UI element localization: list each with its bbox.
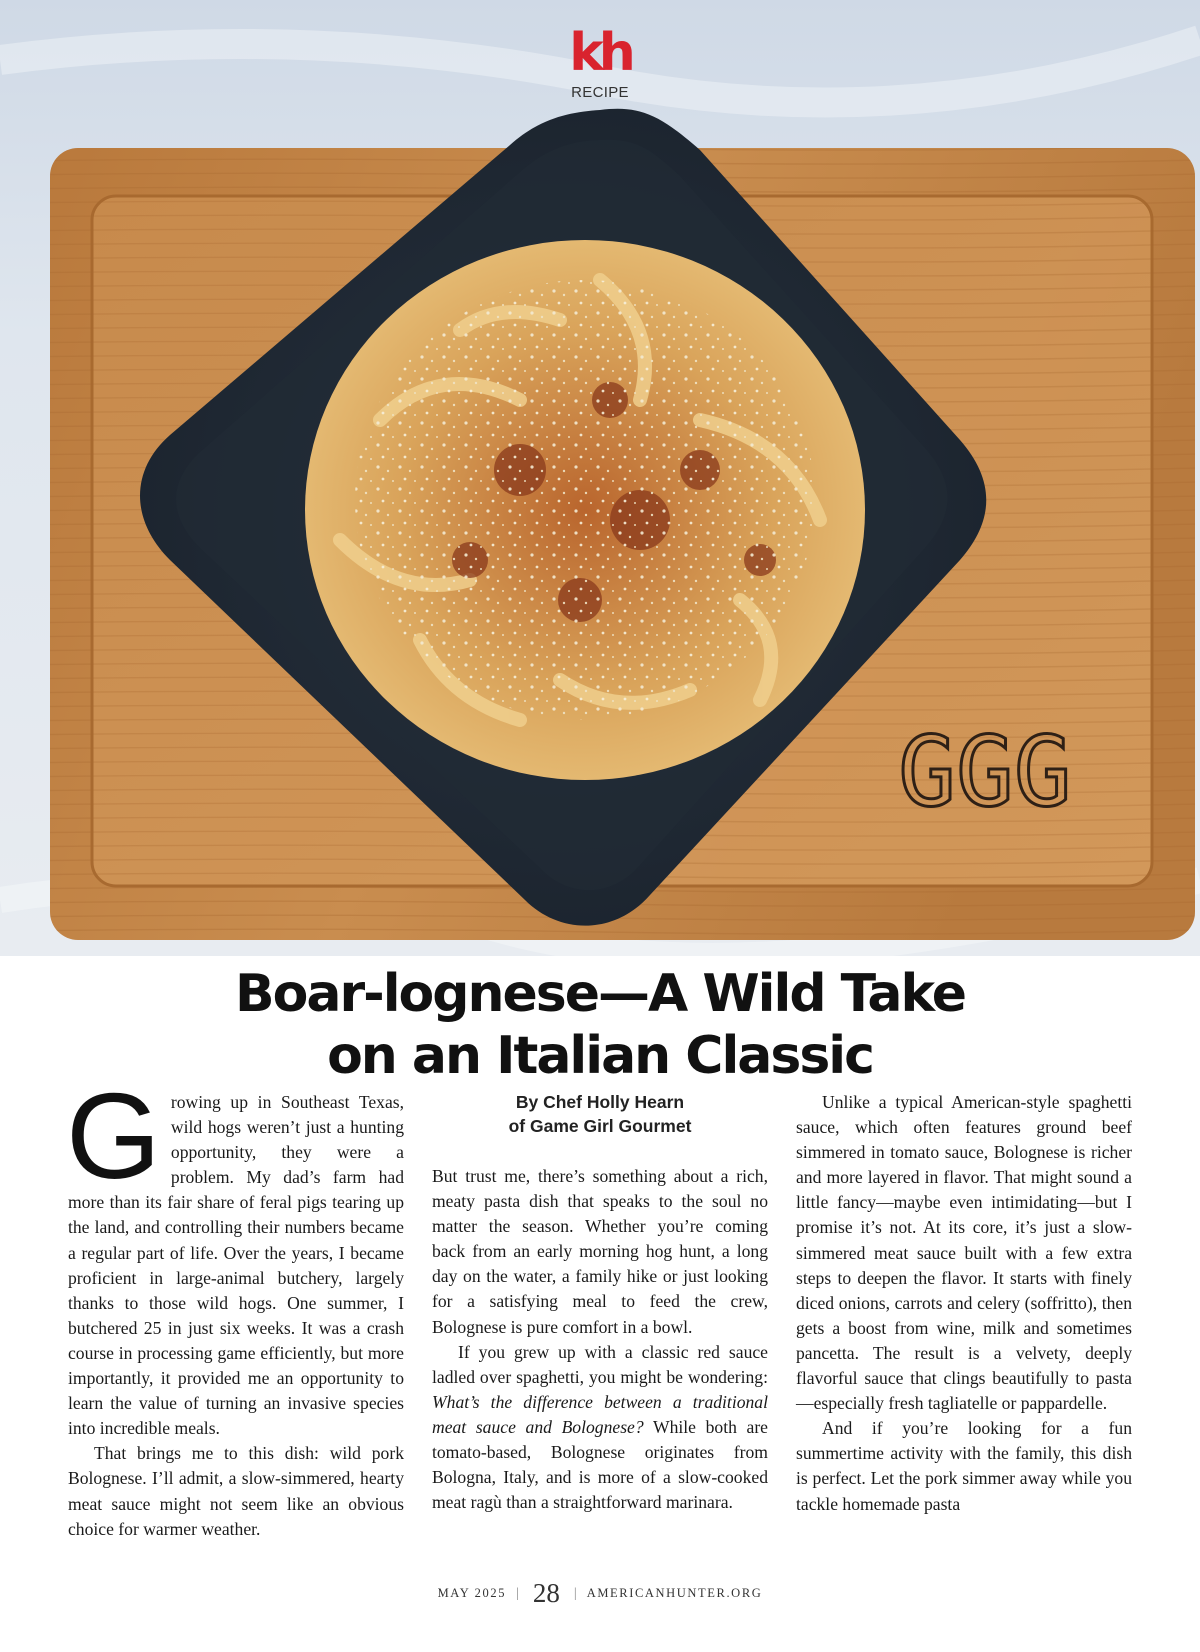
page-number: 28: [532, 1578, 560, 1608]
paragraph-text: If you grew up with a classic red sauce ladled over spaghetti, you might be wondering:: [432, 1341, 768, 1387]
paragraph: [66, 1068, 404, 1441]
brand-header: [0, 23, 1200, 101]
paragraph: But trust me, there’s something about a rich, meaty pasta dish that speaks to the soul no matter the season. Whether you’re coming back from an early morning hog hunt, a long day on the water, a family hike or just looking for a satisfying meal to feed the crew, Bolognese is pure comfort in a bowl.: [432, 1166, 768, 1337]
paragraph: And if you’re looking for a fun summertime activity with the family, this dish is perfect. Let the pork simmer away while you tackle homemade pasta: [796, 1418, 1132, 1514]
byline: [432, 1090, 768, 1138]
paragraph-text: While both are tomato-based, Bolognese originates from Bologna, Italy, and is more of a slow-cooked meat ragù than a straightforward marinara.: [432, 1416, 768, 1513]
article-column-2: [432, 1090, 768, 1515]
section-label: RECIPE: [571, 84, 629, 101]
kh-logo: kh: [569, 23, 631, 83]
paragraph: Unlike a typical American-style spaghetti sauce, which often features ground beef simmered in tomato sauce, Bolognese is richer and more layered in flavor. That might sound a little fancy—maybe even intimidating—but I promise it’s not. At its core, it’s just a slow-simmered meat sauce built with a few extra steps to deepen the flavor. It starts with finely diced onions, carrots and celery (soffritto), then gets a boost from wine, milk and sometimes pancetta. The result is a velvety, deeply flavorful sauce that clings beautifully to pasta—especially fresh tagliatelle or pappardelle.: [796, 1092, 1132, 1414]
byline-author: By Chef Holly Hearn: [515, 1092, 685, 1112]
article-headline: [0, 963, 1200, 1087]
issue-date: MAY 2025: [437, 1586, 507, 1600]
italic-question: What’s the difference between a traditional meat sauce and Bolognese?: [432, 1391, 768, 1437]
paragraph: That brings me to this dish: wild pork Bolognese. I’ll admit, a slow-simmered, hearty meat sauce might not seem like an obvious choice for warmer weather.: [68, 1443, 404, 1539]
board-engraving: GGG: [898, 716, 1072, 828]
footer-separator: |: [516, 1585, 519, 1601]
paragraph-text: rowing up in Southeast Texas, wild hogs weren’t just a hunting opportunity, they were a problem. My dad’s farm had more than its fair share of feral pigs tearing up the land, and controlling their numbers became a regular part of life. Over the years, I became proficient in large-animal butchery, largely thanks to those wild hogs. One summer, I butchered 25 in just six weeks. It was a crash course in processing game efficiently, but more importantly, it provided me an opportunity to learn the value of turning an invasive species into incredible meals.: [68, 1092, 404, 1439]
drop-cap: G: [66, 1068, 161, 1204]
website-url: AMERICANHUNTER.ORG: [586, 1586, 763, 1600]
article-column-1: [66, 1068, 404, 1542]
footer-separator: |: [573, 1585, 577, 1601]
headline-line-1: Boar-lognese—A Wild Take: [235, 964, 965, 1024]
paragraph: [432, 1340, 768, 1516]
page-footer: [0, 1578, 1200, 1609]
headline-line-2: on an Italian Classic: [327, 1026, 873, 1086]
byline-affiliation: of Game Girl Gourmet: [508, 1116, 692, 1136]
article-column-3: [796, 1090, 1132, 1517]
